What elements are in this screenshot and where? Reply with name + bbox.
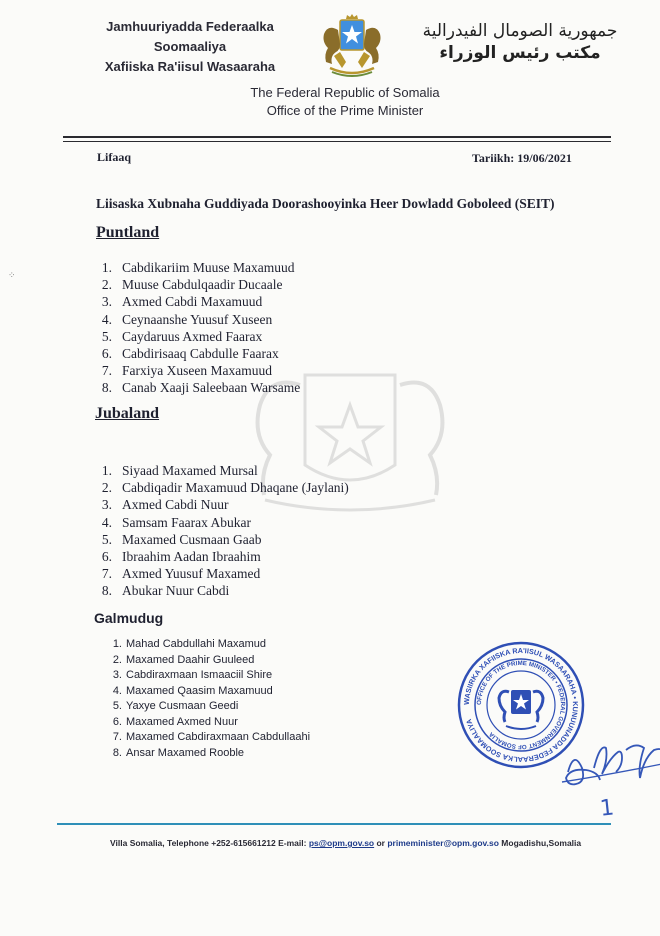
list-item — [110, 730, 310, 746]
list-item-number: 6. — [101, 346, 112, 362]
list-item-number: 2. — [101, 480, 112, 496]
member-name: Ansar Maxamed Rooble — [126, 746, 245, 759]
list-item-number: 8. — [112, 746, 122, 759]
list-item — [90, 259, 300, 276]
member-name: Cabdikariim Muuse Maxamuud — [122, 260, 295, 275]
arabic-header-line2: مكتب رئيس الوزراء — [439, 43, 601, 63]
list-item-number: 4. — [112, 684, 122, 697]
list-item-number: 3. — [101, 294, 112, 310]
somali-header-line1: Jamhuuriyadda Federaalka Soomaaliya — [106, 19, 274, 54]
list-item — [90, 565, 349, 582]
list-item — [110, 699, 310, 715]
document-date: Tariikh: 19/06/2021 — [472, 151, 572, 165]
list-item — [90, 496, 349, 513]
list-item — [110, 653, 310, 669]
stamp-inner-text: OFFICE OF THE PRIME MINISTER • FEDERAL GOVERNMENT OF SOMALIA — [475, 659, 567, 751]
list-item — [110, 746, 310, 762]
puntland-member-list — [90, 259, 300, 397]
list-item-number: 2. — [101, 277, 112, 293]
margin-mark-icon: ⁘ — [8, 270, 16, 280]
list-item — [90, 514, 349, 531]
galmudug-member-list — [110, 637, 310, 761]
member-name: Siyaad Maxamed Mursal — [122, 463, 258, 478]
list-item-number: 8. — [101, 380, 112, 396]
somali-header — [70, 17, 310, 77]
arabic-header-line1: جمهورية الصومال الفيدرالية — [422, 21, 618, 41]
member-name: Maxamed Cabdiraxmaan Cabdullaahi — [126, 731, 311, 743]
header-divider-thin — [63, 141, 611, 142]
list-item — [90, 328, 300, 345]
list-item-number: 8. — [101, 583, 112, 599]
footer-address: Villa Somalia, Telephone +252-615661212 E-mail: — [110, 838, 309, 848]
member-name: Yaxye Cusmaan Geedi — [126, 700, 239, 712]
somali-header-line2: Xafiiska Ra'iisul Wasaaraha — [104, 59, 276, 74]
member-name: Axmed Cabdi Maxamuud — [122, 294, 263, 310]
list-item-number: 5. — [112, 700, 122, 712]
footer-or: or — [374, 838, 388, 848]
member-name: Canab Xaaji Saleebaan Warsame — [122, 380, 301, 396]
list-item-number: 6. — [101, 549, 112, 565]
list-item-number: 1. — [112, 638, 122, 650]
list-item — [90, 531, 349, 548]
section-heading-jubaland: Jubaland — [95, 405, 160, 422]
section-heading-puntland: Puntland — [96, 224, 160, 241]
member-name: Axmed Yuusuf Maxamed — [122, 566, 261, 582]
section-heading-galmudug: Galmudug — [94, 610, 164, 626]
member-name: Axmed Cabdi Nuur — [122, 497, 229, 513]
member-name: Abukar Nuur Cabdi — [122, 583, 230, 599]
list-item — [90, 379, 300, 396]
member-name: Cabdirisaaq Cabdulle Faarax — [122, 346, 279, 362]
jubaland-member-list — [90, 462, 349, 600]
list-item — [110, 637, 310, 653]
footer-email-pm[interactable]: primeminister@opm.gov.so — [387, 838, 499, 848]
list-item — [90, 293, 300, 310]
list-item — [90, 462, 349, 479]
document-title: Liisaska Xubnaha Guddiyada Doorashooyinka Heer Dowladd Goboleed (SEIT) — [96, 196, 555, 211]
list-item-number: 2. — [112, 653, 122, 666]
list-item — [110, 668, 310, 684]
list-item — [90, 362, 300, 379]
list-item-number: 7. — [112, 731, 122, 743]
member-name: Maxamed Daahir Guuleed — [126, 653, 255, 666]
list-item — [90, 548, 349, 565]
list-item — [110, 715, 310, 731]
footer-divider — [57, 823, 611, 825]
list-item — [90, 582, 349, 599]
arabic-header — [405, 20, 635, 64]
member-name: Maxamed Axmed Nuur — [126, 715, 238, 728]
member-name: Cabdiqadir Maxamuud Dhaqane (Jaylani) — [122, 480, 349, 496]
header-divider — [63, 136, 611, 138]
member-name: Samsam Faarax Abukar — [122, 514, 251, 530]
list-item-number: 4. — [101, 514, 112, 530]
member-name: Mahad Cabdullahi Maxamud — [126, 638, 267, 650]
member-name: Caydaruus Axmed Faarax — [122, 328, 263, 344]
list-item — [110, 684, 310, 700]
member-name: Muuse Cabdulqaadir Ducaale — [122, 277, 283, 293]
footer-email-ps[interactable]: ps@opm.gov.so — [308, 838, 375, 848]
list-item-number: 1. — [101, 463, 112, 478]
list-item-number: 3. — [101, 497, 112, 513]
list-item-number: 5. — [101, 328, 112, 344]
signature-page-number: 1 — [598, 795, 616, 822]
member-name: Maxamed Cusmaan Gaab — [122, 531, 262, 547]
list-item — [90, 345, 300, 362]
list-item — [90, 311, 300, 328]
list-item-number: 5. — [101, 531, 112, 547]
english-header-line1: The Federal Republic of Somalia — [250, 85, 440, 100]
list-item — [90, 276, 300, 293]
list-item-number: 6. — [112, 715, 122, 728]
list-item-number: 7. — [101, 363, 112, 379]
list-item-number: 3. — [112, 669, 122, 681]
list-item — [90, 479, 349, 496]
member-name: Ceynaanshe Yuusuf Xuseen — [122, 311, 273, 327]
member-name: Ibraahim Aadan Ibraahim — [122, 549, 261, 565]
member-name: Maxamed Qaasim Maxamuud — [126, 684, 273, 697]
footer-contact — [110, 838, 630, 848]
member-name: Farxiya Xuseen Maxamuud — [122, 363, 272, 379]
english-header-line2: Office of the Prime Minister — [266, 103, 424, 118]
annex-label: Lifaaq — [97, 150, 132, 164]
list-item-number: 7. — [101, 566, 112, 582]
stamp-emblem-icon — [499, 690, 543, 729]
english-header — [200, 84, 490, 120]
list-item-number: 1. — [101, 260, 112, 275]
somalia-coat-of-arms-icon — [312, 10, 392, 80]
member-name: Cabdiraxmaan Ismaaciil Shire — [126, 669, 273, 681]
footer-city: Mogadishu,Somalia — [498, 838, 582, 848]
list-item-number: 4. — [101, 311, 112, 327]
stamp-outer-text: WASIIRKA XAFIISKA RA'IISUL WASAARAHA • KUNUUNADDA FEDERAALKA SOOMAALIYA — [461, 645, 581, 765]
